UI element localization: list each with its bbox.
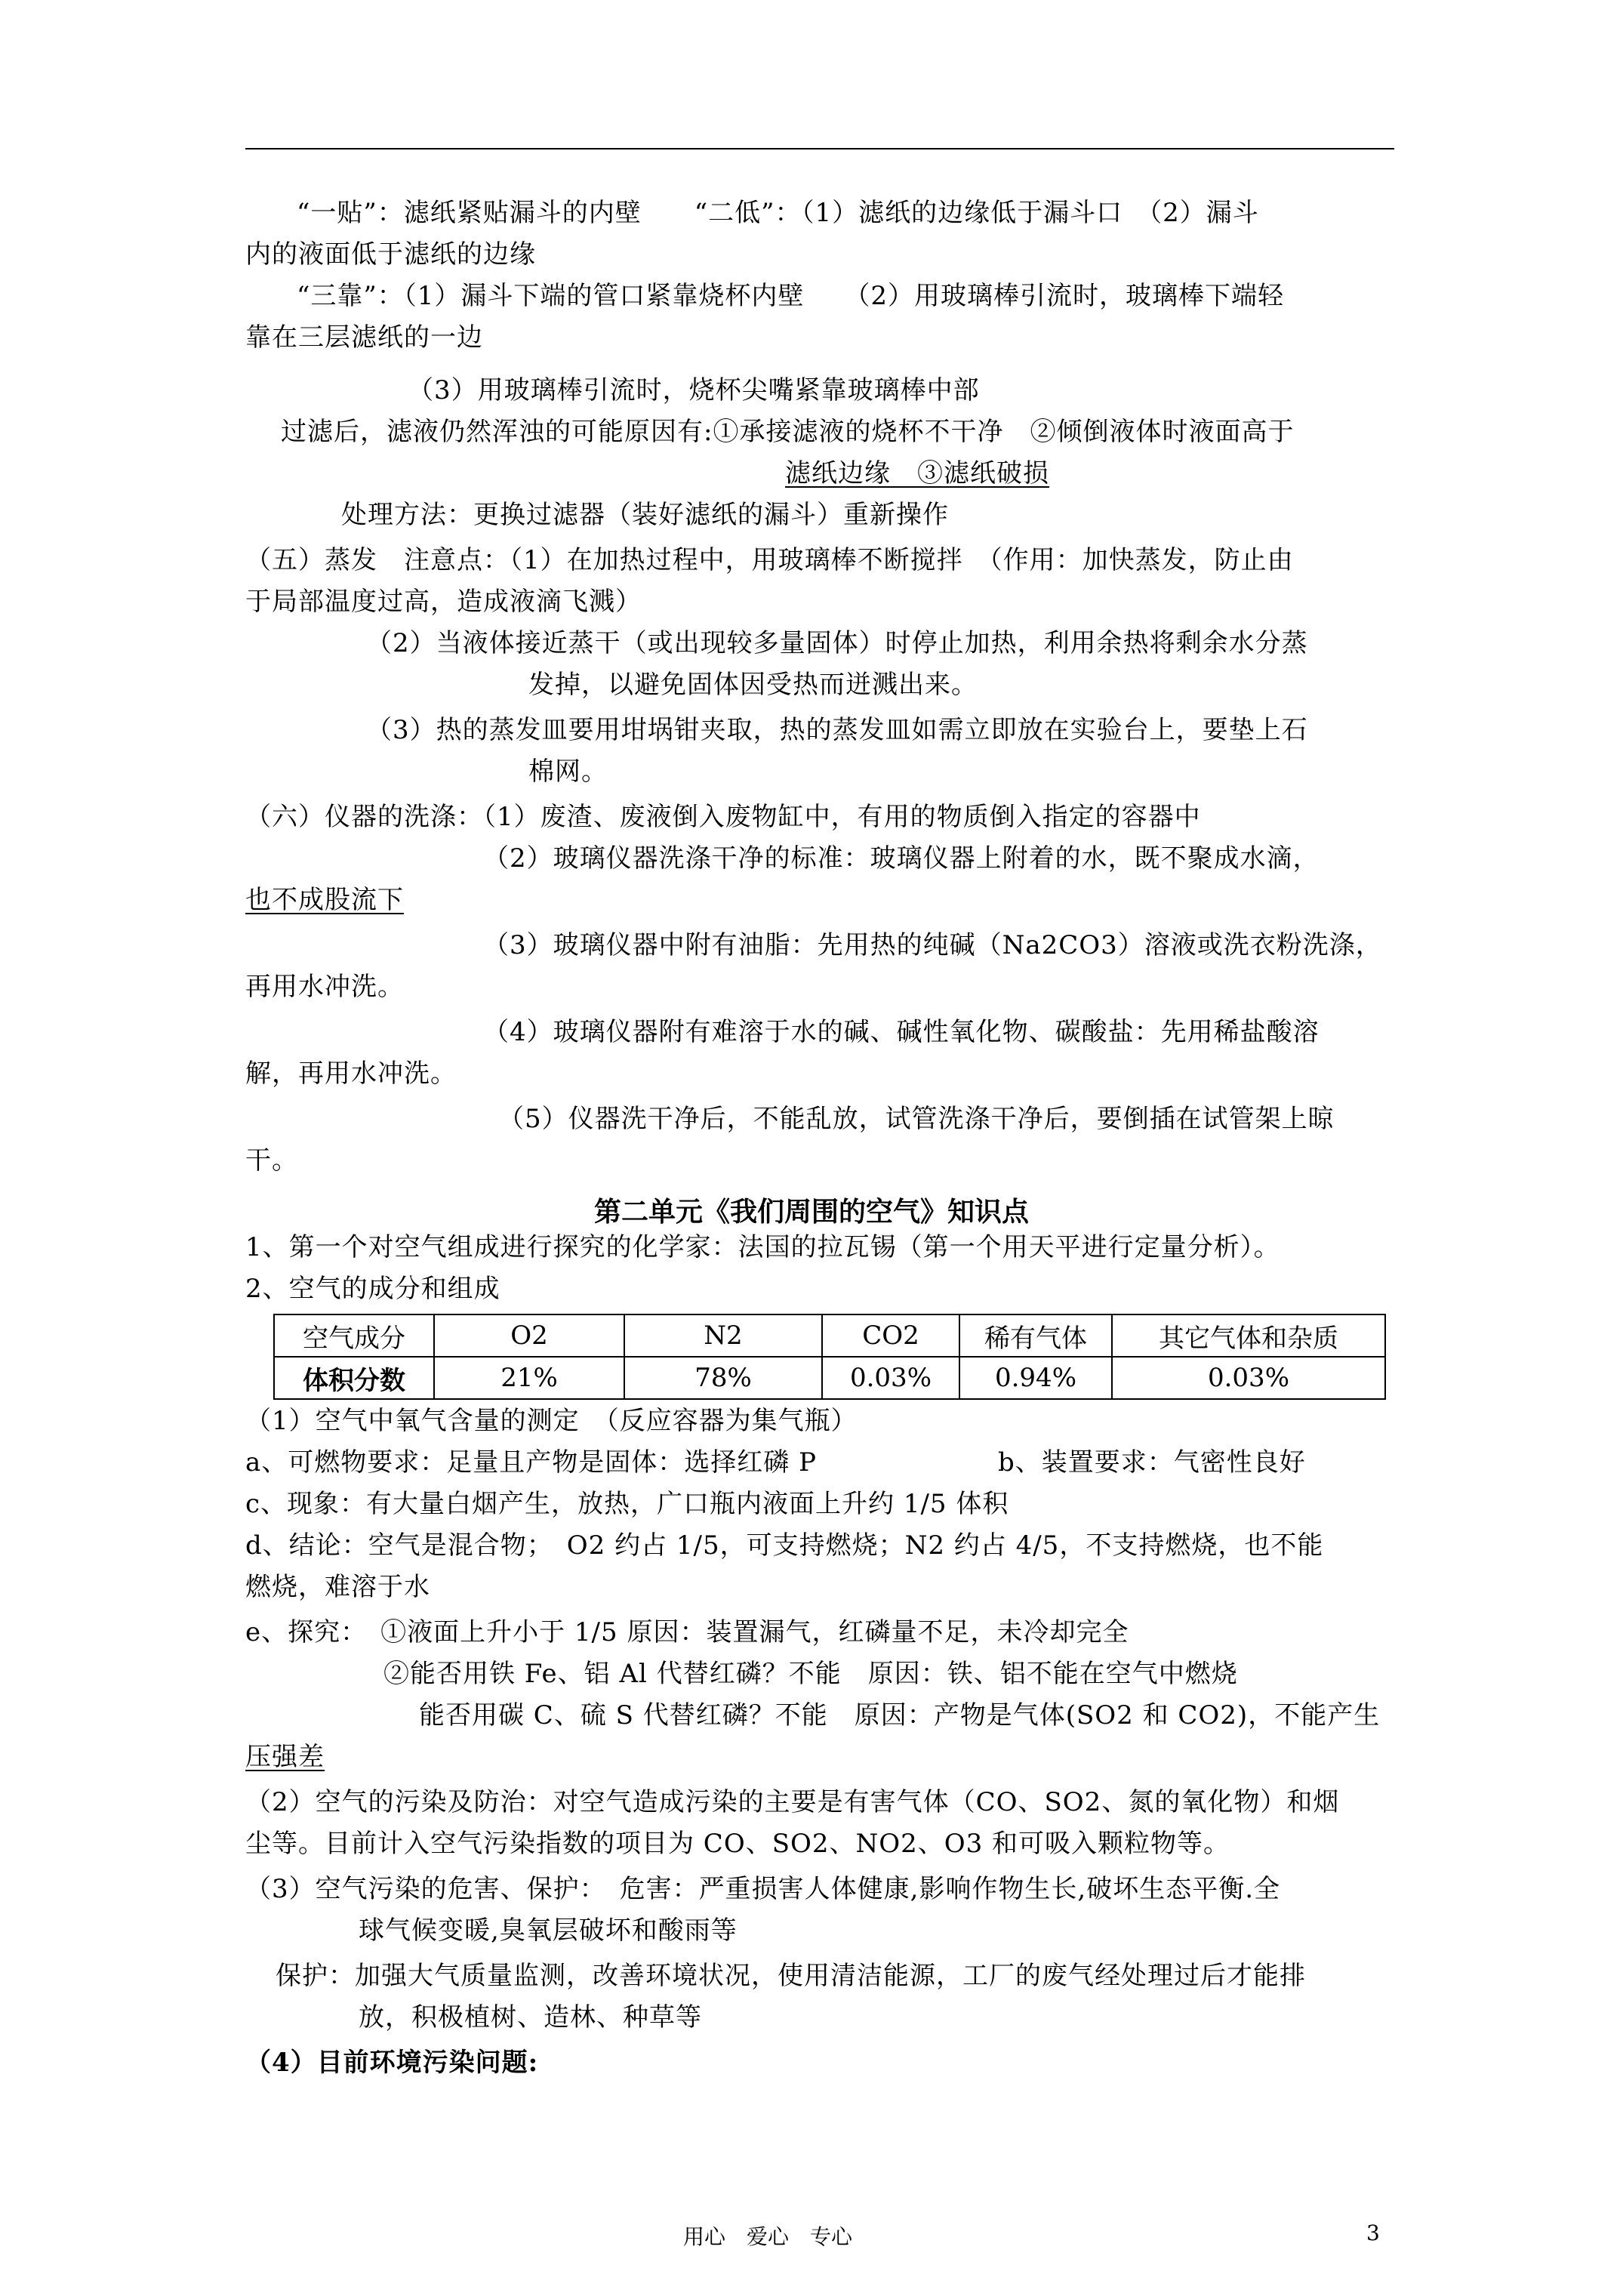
page-number: 3: [1366, 2220, 1380, 2245]
text-line: （六）仪器的洗涤：（1）废渣、废液倒入废物缸中，有用的物质倒入指定的容器中: [245, 802, 1201, 832]
text-line: （5）仪器洗干净后，不能乱放，试管洗涤干净后，要倒插在试管架上晾: [498, 1104, 1335, 1134]
text-line: b、装置要求：气密性良好: [998, 1447, 1306, 1478]
text-line: 再用水冲洗。: [245, 972, 404, 1002]
section-title: 第二单元《我们周围的空气》知识点: [593, 1196, 1029, 1228]
text-line: 保护：加强大气质量监测，改善环境状况，使用清洁能源，工厂的废气经处理过后才能排: [276, 1961, 1306, 1991]
table-cell: 21%: [434, 1357, 624, 1399]
text-line: 也不成股流下: [245, 885, 404, 915]
text-line: 放，积极植树、造林、种草等: [359, 2002, 702, 2032]
footer-motto: 用心 爱心 专心: [683, 2224, 853, 2249]
text-line: 于局部温度过高，造成液滴飞溅）: [245, 587, 642, 617]
text-line: （3）玻璃仪器中附有油脂：先用热的纯碱（Na2CO3）溶液或洗衣粉洗涤，: [483, 930, 1382, 960]
table-cell: O2: [434, 1314, 624, 1357]
text-line: “三靠”：（1）漏斗下端的管口紧靠烧杯内壁 （2）用玻璃棒引流时，玻璃棒下端轻: [297, 281, 1285, 311]
table-cell: 0.03%: [822, 1357, 959, 1399]
table-cell: N2: [624, 1314, 822, 1357]
text-line: a、可燃物要求：足量且产物是固体：选择红磷 P: [245, 1447, 817, 1478]
text-line: （3）空气污染的危害、保护： 危害：严重损害人体健康,影响作物生长,破坏生态平衡.全: [245, 1874, 1281, 1904]
text-line: 压强差: [245, 1742, 325, 1772]
header-rule: [245, 148, 1394, 149]
text-line: 能否用碳 C、硫 S 代替红磷？不能 原因：产物是气体(SO2 和 CO2)，不能产生: [419, 1700, 1381, 1730]
text-line: ②能否用铁 Fe、铝 Al 代替红磷？不能 原因：铁、铝不能在空气中燃烧: [383, 1659, 1238, 1689]
text-line: 内的液面低于滤纸的边缘: [245, 239, 536, 270]
text-line: 1、第一个对空气组成进行探究的化学家：法国的拉瓦锡（第一个用天平进行定量分析）。: [245, 1232, 1280, 1262]
text-line: （4）目前环境污染问题:: [245, 2048, 539, 2078]
table-cell: 78%: [624, 1357, 822, 1399]
table-cell: 0.03%: [1112, 1357, 1385, 1399]
text-line: （1）空气中氧气含量的测定 （反应容器为集气瓶）: [245, 1406, 858, 1436]
text-line: 靠在三层滤纸的一边: [245, 322, 483, 353]
table-cell: 其它气体和杂质: [1112, 1314, 1385, 1357]
text-line: （五）蒸发 注意点：（1）在加热过程中，用玻璃棒不断搅拌 （作用：加快蒸发，防止由: [245, 545, 1294, 575]
text-line: 球气候变暖,臭氧层破坏和酸雨等: [359, 1915, 738, 1946]
text-line: 棉网。: [528, 757, 608, 787]
text-line: 滤纸边缘 ③滤纸破损: [785, 458, 1049, 488]
text-line: （3）热的蒸发皿要用坩埚钳夹取，热的蒸发皿如需立即放在实验台上，要垫上石: [366, 715, 1308, 745]
text-line: d、结论：空气是混合物； O2 约占 1/5，可支持燃烧；N2 约占 4/5，不支持燃烧，也不能: [245, 1530, 1324, 1561]
air-composition-table: [273, 1314, 1386, 1400]
table-cell: 体积分数: [274, 1357, 434, 1399]
text-line: （2）空气的污染及防治：对空气造成污染的主要是有害气体（CO、SO2、氮的氧化物）和烟: [245, 1787, 1340, 1817]
table-cell: 空气成分: [274, 1314, 434, 1357]
text-line: 解，再用水冲洗。: [245, 1059, 457, 1089]
text-line: 尘等。目前计入空气污染指数的项目为 CO、SO2、NO2、O3 和可吸入颗粒物等。: [245, 1829, 1230, 1859]
text-line: 燃烧，难溶于水: [245, 1572, 430, 1602]
text-line: 2、空气的成分和组成: [245, 1274, 500, 1304]
text-line: c、现象：有大量白烟产生，放热，广口瓶内液面上升约 1/5 体积: [245, 1489, 1009, 1519]
table-cell: CO2: [822, 1314, 959, 1357]
text-line: e、探究： ①液面上升小于 1/5 原因：装置漏气，红磷量不足，未冷却完全: [245, 1617, 1129, 1647]
text-line: （2）玻璃仪器洗涤干净的标准：玻璃仪器上附着的水，既不聚成水滴，: [483, 843, 1320, 874]
table-row: [274, 1357, 1385, 1399]
text-line: 过滤后，滤液仍然浑浊的可能原因有:①承接滤液的烧杯不干净 ②倾倒液体时液面高于: [281, 417, 1295, 447]
text-line: “一贴”：滤纸紧贴漏斗的内壁 “二低”：（1）滤纸的边缘低于漏斗口 （2）漏斗: [297, 198, 1259, 228]
text-line: （4）玻璃仪器附有难溶于水的碱、碱性氧化物、碳酸盐：先用稀盐酸溶: [483, 1017, 1320, 1047]
text-line: 发掉，以避免固体因受热而迸溅出来。: [528, 670, 978, 700]
table-row: [274, 1314, 1385, 1357]
text-line: 干。: [245, 1145, 298, 1176]
text-line: （3）用玻璃棒引流时，烧杯尖嘴紧靠玻璃棒中部: [408, 375, 980, 405]
text-line: （2）当液体接近蒸干（或出现较多量固体）时停止加热，利用余热将剩余水分蒸: [366, 628, 1308, 658]
table-cell: 0.94%: [959, 1357, 1112, 1399]
table-cell: 稀有气体: [959, 1314, 1112, 1357]
text-line: 处理方法：更换过滤器（装好滤纸的漏斗）重新操作: [341, 500, 949, 530]
